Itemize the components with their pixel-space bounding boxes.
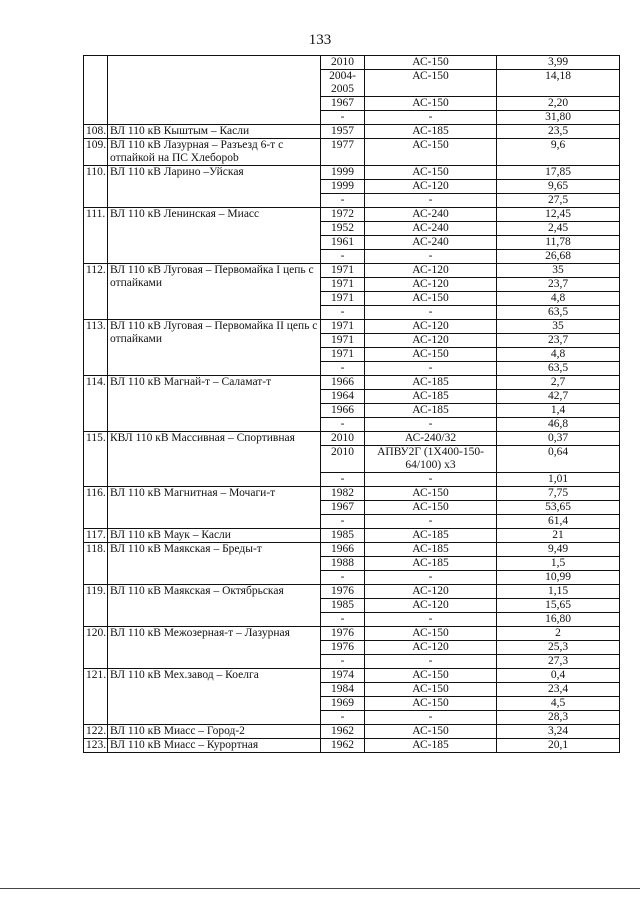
length-cell: 3,24 xyxy=(497,725,620,739)
wire-type-cell: АС-150 xyxy=(365,683,497,697)
line-name: ВЛ 110 кВ Луговая – Первомайка I цепь с отпайками xyxy=(108,264,321,320)
wire-type-cell: - xyxy=(365,515,497,529)
wire-type-cell: - xyxy=(365,655,497,669)
wire-type-cell: - xyxy=(365,306,497,320)
wire-type-cell: АС-120 xyxy=(365,180,497,194)
wire-type-cell: АС-150 xyxy=(365,166,497,180)
length-cell: 23,4 xyxy=(497,683,620,697)
line-number: 108. xyxy=(84,125,108,139)
wire-type-cell: - xyxy=(365,711,497,725)
year-cell: - xyxy=(321,194,365,208)
line-number: 119. xyxy=(84,585,108,627)
year-cell: 1962 xyxy=(321,725,365,739)
line-name xyxy=(108,56,321,125)
wire-type-cell: АС-120 xyxy=(365,278,497,292)
power-lines-table xyxy=(83,55,620,753)
line-name: ВЛ 110 кВ Маук – Касли xyxy=(108,529,321,543)
line-name: ВЛ 110 кВ Луговая – Первомайка II цепь с отпайками xyxy=(108,320,321,376)
wire-type-cell: АС-120 xyxy=(365,264,497,278)
year-cell: - xyxy=(321,711,365,725)
length-cell: 4,8 xyxy=(497,292,620,306)
year-cell: - xyxy=(321,306,365,320)
line-name: ВЛ 110 кВ Магнай-т – Саламат-т xyxy=(108,376,321,432)
wire-type-cell: АС-150 xyxy=(365,669,497,683)
length-cell: 46,8 xyxy=(497,418,620,432)
line-number: 120. xyxy=(84,627,108,669)
table-row xyxy=(84,125,620,139)
line-number: 117. xyxy=(84,529,108,543)
line-number: 116. xyxy=(84,487,108,529)
wire-type-cell: АС-185 xyxy=(365,529,497,543)
year-cell: 1966 xyxy=(321,404,365,418)
wire-type-cell: АС-150 xyxy=(365,348,497,362)
length-cell: 11,78 xyxy=(497,236,620,250)
length-cell: 0,4 xyxy=(497,669,620,683)
length-cell: 1,5 xyxy=(497,557,620,571)
year-cell: - xyxy=(321,473,365,487)
length-cell: 14,18 xyxy=(497,70,620,97)
length-cell: 53,65 xyxy=(497,501,620,515)
table-row xyxy=(84,739,620,753)
year-cell: - xyxy=(321,655,365,669)
length-cell: 31,80 xyxy=(497,111,620,125)
year-cell: 1967 xyxy=(321,501,365,515)
wire-type-cell: АС-185 xyxy=(365,739,497,753)
line-name: ВЛ 110 кВ Миасс – Город-2 xyxy=(108,725,321,739)
year-cell: 1952 xyxy=(321,222,365,236)
table-row xyxy=(84,627,620,641)
year-cell: 1999 xyxy=(321,180,365,194)
wire-type-cell: АС-185 xyxy=(365,376,497,390)
wire-type-cell: АС-150 xyxy=(365,487,497,501)
line-name: ВЛ 110 кВ Лазурная – Разъезд 6-т с отпайкой на ПС Хлеборob xyxy=(108,139,321,166)
year-cell: 1974 xyxy=(321,669,365,683)
length-cell: 9,6 xyxy=(497,139,620,166)
wire-type-cell: АС-120 xyxy=(365,320,497,334)
length-cell: 27,3 xyxy=(497,655,620,669)
year-cell: 1971 xyxy=(321,334,365,348)
year-cell: 2010 xyxy=(321,56,365,70)
year-cell: 1972 xyxy=(321,208,365,222)
line-name: ВЛ 110 кВ Магнитная – Мочаги-т xyxy=(108,487,321,529)
wire-type-cell: АС-150 xyxy=(365,697,497,711)
wire-type-cell: АС-240 xyxy=(365,236,497,250)
year-cell: 1971 xyxy=(321,264,365,278)
wire-type-cell: АС-185 xyxy=(365,557,497,571)
length-cell: 15,65 xyxy=(497,599,620,613)
table-row xyxy=(84,529,620,543)
line-name: КВЛ 110 кВ Массивная – Спортивная xyxy=(108,432,321,487)
year-cell: 1971 xyxy=(321,292,365,306)
length-cell: 23,5 xyxy=(497,125,620,139)
table-body xyxy=(84,56,620,753)
year-cell: 1971 xyxy=(321,278,365,292)
table-row xyxy=(84,543,620,557)
line-name: ВЛ 110 кВ Ларино –Уйская xyxy=(108,166,321,208)
wire-type-cell: АС-240 xyxy=(365,222,497,236)
length-cell: 1,01 xyxy=(497,473,620,487)
length-cell: 17,85 xyxy=(497,166,620,180)
length-cell: 2,20 xyxy=(497,97,620,111)
length-cell: 28,3 xyxy=(497,711,620,725)
table-row xyxy=(84,56,620,70)
wire-type-cell: АС-185 xyxy=(365,404,497,418)
length-cell: 2 xyxy=(497,627,620,641)
year-cell: 2010 xyxy=(321,446,365,473)
length-cell: 9,65 xyxy=(497,180,620,194)
table-row xyxy=(84,376,620,390)
year-cell: 1977 xyxy=(321,139,365,166)
year-cell: 1966 xyxy=(321,376,365,390)
wire-type-cell: АС-120 xyxy=(365,599,497,613)
year-cell: 1976 xyxy=(321,627,365,641)
length-cell: 2,7 xyxy=(497,376,620,390)
table-row xyxy=(84,725,620,739)
year-cell: - xyxy=(321,571,365,585)
year-cell: 1961 xyxy=(321,236,365,250)
length-cell: 12,45 xyxy=(497,208,620,222)
year-cell: - xyxy=(321,362,365,376)
year-cell: - xyxy=(321,515,365,529)
line-number: 115. xyxy=(84,432,108,487)
year-cell: 1962 xyxy=(321,739,365,753)
length-cell: 2,45 xyxy=(497,222,620,236)
year-cell: 2010 xyxy=(321,432,365,446)
length-cell: 42,7 xyxy=(497,390,620,404)
wire-type-cell: АС-185 xyxy=(365,543,497,557)
year-cell: 1999 xyxy=(321,166,365,180)
length-cell: 21 xyxy=(497,529,620,543)
wire-type-cell: - xyxy=(365,111,497,125)
year-cell: 2004-2005 xyxy=(321,70,365,97)
wire-type-cell: - xyxy=(365,613,497,627)
table-row xyxy=(84,432,620,446)
table-row xyxy=(84,208,620,222)
table-row xyxy=(84,139,620,166)
year-cell: 1985 xyxy=(321,599,365,613)
year-cell: - xyxy=(321,111,365,125)
wire-type-cell: - xyxy=(365,250,497,264)
length-cell: 4,8 xyxy=(497,348,620,362)
year-cell: - xyxy=(321,613,365,627)
line-number: 111. xyxy=(84,208,108,264)
year-cell: 1984 xyxy=(321,683,365,697)
wire-type-cell: АС-150 xyxy=(365,56,497,70)
length-cell: 27,5 xyxy=(497,194,620,208)
line-name: ВЛ 110 кВ Мех.завод – Коелга xyxy=(108,669,321,725)
wire-type-cell: - xyxy=(365,473,497,487)
wire-type-cell: АС-150 xyxy=(365,292,497,306)
line-name: ВЛ 110 кВ Маякская – Бреды-т xyxy=(108,543,321,585)
wire-type-cell: АС-240 xyxy=(365,208,497,222)
wire-type-cell: АС-120 xyxy=(365,334,497,348)
table-row xyxy=(84,320,620,334)
line-number: 113. xyxy=(84,320,108,376)
year-cell: 1971 xyxy=(321,320,365,334)
wire-type-cell: - xyxy=(365,418,497,432)
wire-type-cell: - xyxy=(365,194,497,208)
wire-type-cell: АС-150 xyxy=(365,725,497,739)
wire-type-cell: АС-150 xyxy=(365,70,497,97)
length-cell: 26,68 xyxy=(497,250,620,264)
length-cell: 63,5 xyxy=(497,362,620,376)
table-row xyxy=(84,166,620,180)
length-cell: 3,99 xyxy=(497,56,620,70)
line-number: 121. xyxy=(84,669,108,725)
line-number: 122. xyxy=(84,725,108,739)
wire-type-cell: АС-120 xyxy=(365,641,497,655)
length-cell: 23,7 xyxy=(497,334,620,348)
year-cell: 1964 xyxy=(321,390,365,404)
table-row xyxy=(84,669,620,683)
wire-type-cell: АС-150 xyxy=(365,627,497,641)
table-row xyxy=(84,585,620,599)
line-number: 123. xyxy=(84,739,108,753)
year-cell: 1976 xyxy=(321,641,365,655)
wire-type-cell: АС-185 xyxy=(365,125,497,139)
line-number: 118. xyxy=(84,543,108,585)
table-row xyxy=(84,264,620,278)
line-name: ВЛ 110 кВ Миасс – Курортная xyxy=(108,739,321,753)
bottom-rule xyxy=(0,888,640,889)
wire-type-cell: АС-150 xyxy=(365,139,497,166)
line-number xyxy=(84,56,108,125)
length-cell: 16,80 xyxy=(497,613,620,627)
year-cell: 1966 xyxy=(321,543,365,557)
length-cell: 9,49 xyxy=(497,543,620,557)
year-cell: 1967 xyxy=(321,97,365,111)
length-cell: 35 xyxy=(497,264,620,278)
length-cell: 7,75 xyxy=(497,487,620,501)
line-name: ВЛ 110 кВ Межозерная-т – Лазурная xyxy=(108,627,321,669)
length-cell: 63,5 xyxy=(497,306,620,320)
line-number: 110. xyxy=(84,166,108,208)
table-row xyxy=(84,487,620,501)
year-cell: 1988 xyxy=(321,557,365,571)
wire-type-cell: АС-150 xyxy=(365,501,497,515)
length-cell: 4,5 xyxy=(497,697,620,711)
length-cell: 35 xyxy=(497,320,620,334)
line-number: 114. xyxy=(84,376,108,432)
wire-type-cell: АС-120 xyxy=(365,585,497,599)
wire-type-cell: АС-240/32 xyxy=(365,432,497,446)
line-name: ВЛ 110 кВ Ленинская – Миасс xyxy=(108,208,321,264)
year-cell: 1976 xyxy=(321,585,365,599)
line-number: 109. xyxy=(84,139,108,166)
length-cell: 25,3 xyxy=(497,641,620,655)
year-cell: 1985 xyxy=(321,529,365,543)
length-cell: 61,4 xyxy=(497,515,620,529)
year-cell: 1971 xyxy=(321,348,365,362)
wire-type-cell: АС-150 xyxy=(365,97,497,111)
year-cell: - xyxy=(321,250,365,264)
line-name: ВЛ 110 кВ Кыштым – Касли xyxy=(108,125,321,139)
line-name: ВЛ 110 кВ Маякская – Октябрьская xyxy=(108,585,321,627)
page-number: 133 xyxy=(308,32,332,48)
wire-type-cell: - xyxy=(365,362,497,376)
length-cell: 20,1 xyxy=(497,739,620,753)
year-cell: - xyxy=(321,418,365,432)
wire-type-cell: АПВУ2Г (1Х400-150-64/100) х3 xyxy=(365,446,497,473)
wire-type-cell: АС-185 xyxy=(365,390,497,404)
year-cell: 1969 xyxy=(321,697,365,711)
length-cell: 1,4 xyxy=(497,404,620,418)
length-cell: 23,7 xyxy=(497,278,620,292)
wire-type-cell: - xyxy=(365,571,497,585)
line-number: 112. xyxy=(84,264,108,320)
length-cell: 1,15 xyxy=(497,585,620,599)
year-cell: 1982 xyxy=(321,487,365,501)
length-cell: 10,99 xyxy=(497,571,620,585)
year-cell: 1957 xyxy=(321,125,365,139)
length-cell: 0,64 xyxy=(497,446,620,473)
length-cell: 0,37 xyxy=(497,432,620,446)
